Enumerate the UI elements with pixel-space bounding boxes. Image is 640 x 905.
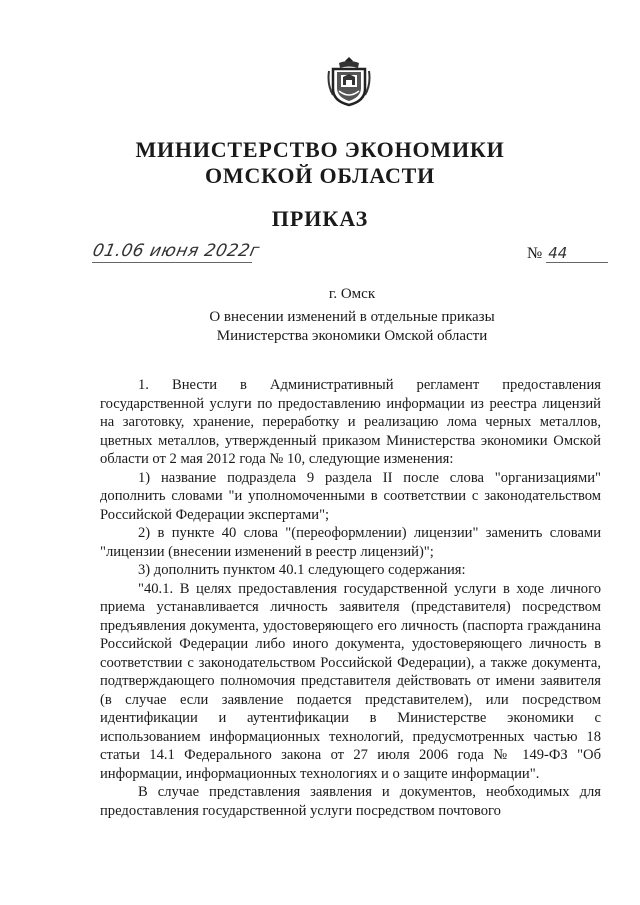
- order-date: 01.06 июня 2022г: [90, 241, 262, 261]
- order-number: [527, 244, 608, 263]
- paragraph-subitem-2: 2) в пункте 40 слова "(переоформлении) лицензии" заменить словами "лицензии (внесении изменений в реестр лицензий)";: [100, 525, 601, 560]
- document-body: [100, 376, 601, 820]
- number-sign: №: [527, 245, 543, 262]
- ministry-name: [0, 137, 640, 189]
- subject-line2: Министерства экономики Омской области: [216, 328, 488, 344]
- ministry-name-line1: МИНИСТЕРСТВО ЭКОНОМИКИ: [135, 137, 505, 162]
- paragraph-subitem-1: 1) название подраздела 9 раздела II после слова "организациями" дополнить словами "и уполномоченными в соответствии с законодательством Российской Федерации экспертами";: [100, 469, 601, 523]
- city-line: г. Омск: [328, 286, 376, 302]
- document-type-title: ПРИКАЗ: [271, 206, 369, 231]
- subject-line1: О внесении изменений в отдельные приказы: [209, 309, 495, 325]
- order-subject: [0, 308, 640, 346]
- paragraph-item-1: 1. Внести в Административный регламент предоставления государственной услуги по предоставлению информации из реестра лицензий на заготовку, хранение, переработку и реализацию лома черных металлов, цветных металлов, утвержденный приказом Министерства экономики Омской области от 2 мая 2012 года № 10, следующие изменения:: [100, 377, 601, 467]
- coat-of-arms-emblem: [327, 55, 371, 107]
- paragraph-clause-40-1: "40.1. В целях предоставления государственной услуги в ходе личного приема устанавливается личность заявителя (представителя) посредством предъявления документа, удостоверяющего его личность (паспорта гражданина Российской Федерации либо иного документа, удостоверяющего личность в соответствии с законодательством Российской Федерации), а также документа, подтверждающего полномочия представителя действовать от имени заявителя (в случае если заявление подается представителем), или посредством идентификации и аутентификации в Министерстве экономики с использованием информационных технологий, предусмотренных частью 18 статьи 14.1 Федерального закона от 27 июля 2006 года № 149-ФЗ "Об информации, информационных технологиях и о защите информации".: [100, 580, 601, 782]
- order-number-value: 44: [546, 244, 608, 263]
- paragraph-subitem-3: 3) дополнить пунктом 40.1 следующего содержания:: [138, 562, 466, 578]
- date-underline: [92, 262, 252, 263]
- paragraph-mail-case: В случае представления заявления и документов, необходимых для предоставления государственной услуги посредством почтового: [100, 784, 601, 819]
- ministry-name-line2: ОМСКОЙ ОБЛАСТИ: [204, 163, 436, 188]
